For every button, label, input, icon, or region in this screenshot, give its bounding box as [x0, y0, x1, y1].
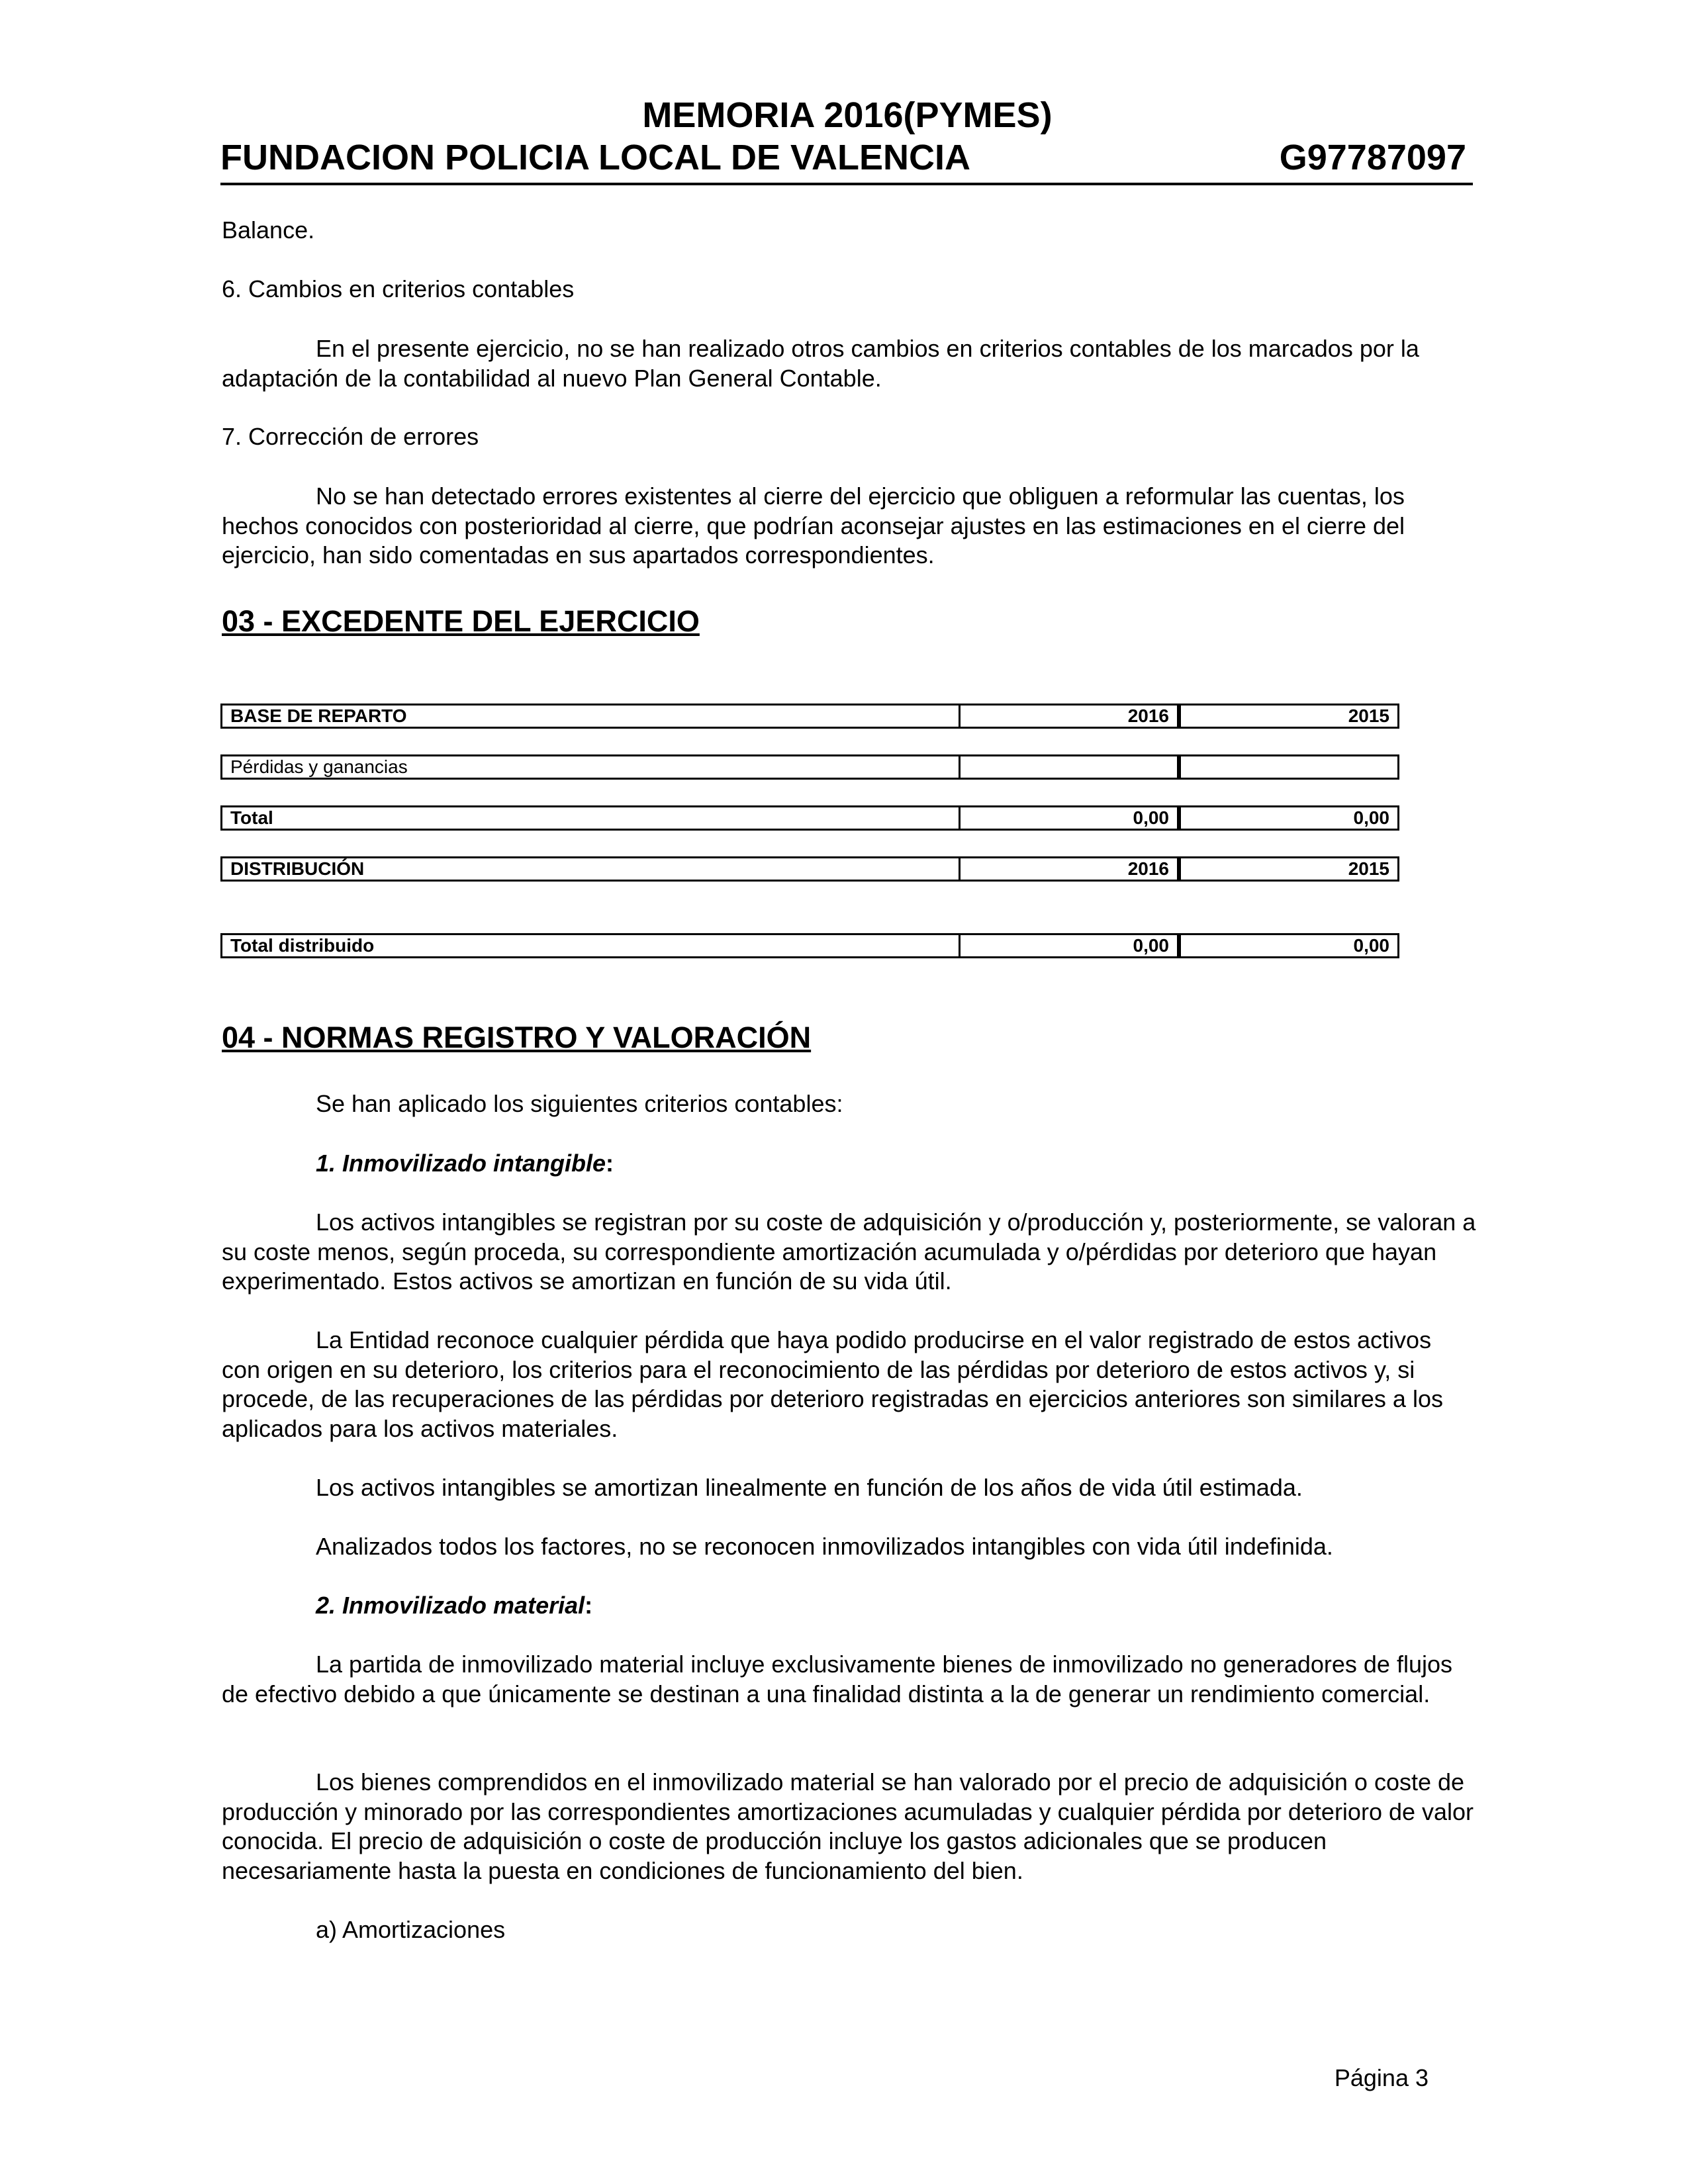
section-7-paragraph: No se han detectado errores existentes al cierre del ejercicio que obliguen a reformular las cuentas, los hechos conocidos con posterioridad al cierre, que podrían aconsejar ajustes en las estimaciones en el cierre del ejercicio, han sido comentadas en sus apartados correspondientes. — [222, 482, 1405, 569]
subsection-2-paragraph-2: Los bienes comprendidos en el inmovilizado material se han valorado por el precio de adquisición o coste de producción y minorado por las correspondientes amortizaciones acumuladas y cualquier pérdida por deterioro de valor conocida. El precio de adquisición o coste de producción incluye los gastos adicionales que se producen necesariamente hasta la puesta en condiciones de funcionamiento del bien. — [222, 1768, 1474, 1884]
table-row-base-header — [220, 704, 1399, 729]
perdidas-label: Pérdidas y ganancias — [220, 754, 961, 780]
organization-name: FUNDACION POLICIA LOCAL DE VALENCIA — [220, 138, 970, 177]
table-row-perdidas — [220, 754, 1399, 780]
subsection-1-label: 1. Inmovilizado intangible — [316, 1150, 606, 1177]
header-row — [220, 136, 1473, 185]
distribucion-label: DISTRIBUCIÓN — [220, 856, 961, 882]
subsection-2-amortizaciones: a) Amortizaciones — [316, 1916, 506, 1943]
subsection-2-paragraph-1: La partida de inmovilizado material incluye exclusivamente bienes de inmovilizado no generadores de flujos de efectivo debido a que únicamente se destinan a una finalidad distinta a la de generar un rendimiento comercial. — [222, 1651, 1452, 1707]
base-header-2015: 2015 — [1179, 704, 1399, 729]
normas-intro: Se han aplicado los siguientes criterios contables: — [316, 1090, 843, 1117]
total-2016: 0,00 — [959, 805, 1179, 831]
distribucion-2016: 2016 — [959, 856, 1179, 882]
perdidas-2015 — [1179, 754, 1399, 780]
section-7-heading: 7. Corrección de errores — [222, 423, 479, 450]
base-header-2016: 2016 — [959, 704, 1179, 729]
intro-line: Balance. — [222, 216, 315, 244]
total-distribuido-2016: 0,00 — [959, 933, 1179, 958]
table-row-distribucion-header — [220, 856, 1399, 882]
distribucion-2015: 2015 — [1179, 856, 1399, 882]
subsection-1-title — [222, 1149, 1479, 1179]
table-row-total-distribuido — [220, 933, 1399, 958]
table-row-total — [220, 805, 1399, 831]
total-2015: 0,00 — [1179, 805, 1399, 831]
total-distribuido-label: Total distribuido — [220, 933, 961, 958]
subsection-2-colon: : — [585, 1592, 593, 1619]
base-header-label: BASE DE REPARTO — [220, 704, 961, 729]
excedente-heading: 03 - EXCEDENTE DEL EJERCICIO — [222, 604, 700, 638]
section-6-heading: 6. Cambios en criterios contables — [222, 275, 575, 302]
perdidas-2016 — [959, 754, 1179, 780]
section-6-paragraph: En el presente ejercicio, no se han realizado otros cambios en criterios contables de los marcados por la adaptación de la contabilidad al nuevo Plan General Contable. — [222, 335, 1419, 392]
subsection-1-colon: : — [606, 1150, 614, 1177]
subsection-1-paragraph-2: La Entidad reconoce cualquier pérdida que haya podido producirse en el valor registrado de estos activos con origen en su deterioro, los criterios para el reconocimiento de las pérdidas por deterioro de estos activos y, si procede, de las recuperaciones de las pérdidas por deterioro registradas en ejercicios anteriores son similares a los aplicados para los activos materiales. — [222, 1326, 1443, 1442]
document-title: MEMORIA 2016(PYMES) — [642, 95, 1053, 135]
page-number: Página 3 — [1334, 2064, 1429, 2091]
total-label: Total — [220, 805, 961, 831]
subsection-2-label: 2. Inmovilizado material — [316, 1592, 585, 1619]
subsection-1-paragraph-4: Analizados todos los factores, no se reconocen inmovilizados intangibles con vida útil indefinida. — [316, 1533, 1333, 1560]
subsection-2-title — [222, 1591, 1479, 1621]
normas-heading: 04 - NORMAS REGISTRO Y VALORACIÓN — [222, 1021, 812, 1054]
subsection-1-paragraph-1: Los activos intangibles se registran por su coste de adquisición y o/producción y, posteriormente, se valoran a su coste menos, según proceda, su correspondiente amortización acumulada y o/pérdidas por deterioro que hayan experimentado. Estos activos se amortizan en función de su vida útil. — [222, 1208, 1476, 1295]
tax-id: G97787097 — [1279, 138, 1466, 177]
subsection-1-paragraph-3: Los activos intangibles se amortizan linealmente en función de los años de vida útil estimada. — [316, 1474, 1303, 1501]
total-distribuido-2015: 0,00 — [1179, 933, 1399, 958]
